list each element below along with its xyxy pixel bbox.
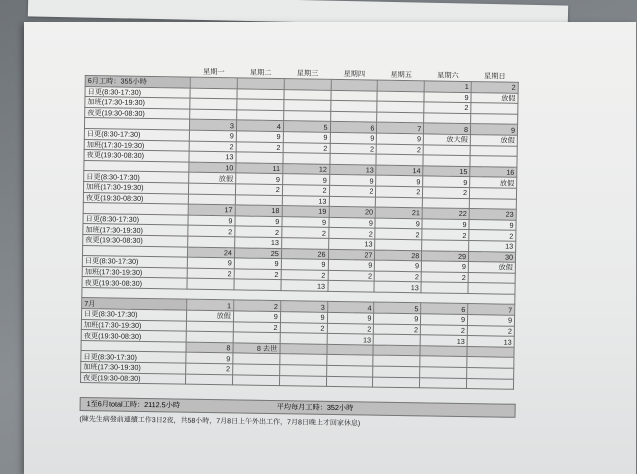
hours-cell [329, 154, 376, 165]
hours-cell [236, 110, 283, 121]
hours-cell: 2 [329, 185, 376, 196]
hours-cell: 9 [468, 315, 515, 326]
date-cell [331, 79, 378, 90]
hours-cell: 2 [375, 228, 422, 239]
hours-cell [233, 332, 280, 343]
date-cell: 23 [469, 209, 516, 220]
hours-cell [373, 366, 420, 377]
date-cell: 3 [280, 301, 327, 312]
date-cell: 21 [375, 207, 422, 218]
weekday-header: 星期四 [343, 69, 366, 79]
date-cell [373, 345, 420, 356]
hours-cell [468, 283, 515, 294]
date-cell: 29 [422, 250, 469, 261]
hours-cell: 9 [186, 353, 233, 364]
hours-cell [376, 154, 423, 165]
date-cell: 12 [282, 163, 329, 174]
hours-cell [326, 355, 373, 366]
hours-cell: 9 [329, 175, 376, 186]
hours-cell: 2 [283, 142, 330, 153]
hours-cell [329, 196, 376, 207]
date-cell: 1 [424, 81, 471, 92]
weekday-header: 星期一 [202, 66, 225, 77]
hours-cell [236, 152, 283, 163]
hours-cell: 9 [283, 132, 330, 143]
date-cell: 8 [186, 342, 233, 353]
hours-cell [471, 113, 518, 124]
hours-cell: 9 [377, 133, 424, 144]
hours-cell [327, 281, 374, 292]
hours-cell: 2 [469, 230, 516, 241]
hours-cell [283, 153, 330, 164]
date-cell: 24 [187, 247, 234, 258]
date-cell [467, 346, 514, 357]
hours-cell [190, 98, 237, 109]
shift-label: 夜更(19:30-08:30) [81, 330, 186, 342]
hours-cell: 放假 [189, 172, 236, 183]
date-cell [280, 343, 327, 354]
hours-cell: 2 [330, 143, 377, 154]
date-cell: 6 [421, 303, 468, 314]
hours-cell [373, 356, 420, 367]
hours-cell: 2 [280, 322, 327, 333]
date-cell: 6 [330, 122, 377, 133]
work-hours-calendar-table [80, 64, 519, 390]
shift-label: 日更(8:30-17:30) [81, 309, 186, 321]
date-cell: 5 [283, 121, 330, 132]
date-cell: 3 [189, 120, 236, 131]
shift-label: 加班(17:30-19:30) [85, 97, 190, 109]
hours-cell [234, 279, 281, 290]
weekday-header: 星期三 [296, 68, 319, 78]
hours-cell: 2 [282, 185, 329, 196]
hours-cell: 2 [234, 269, 281, 280]
total-hours-text: 1至6月total工時：2112.5小時 [86, 399, 181, 410]
hours-cell: 9 [330, 132, 377, 143]
weekday-header: 星期六 [437, 70, 459, 80]
date-cell: 17 [188, 204, 235, 215]
hours-cell [373, 377, 420, 388]
hours-cell: 2 [422, 229, 469, 240]
weekday-header: 星期二 [249, 67, 272, 77]
shift-label: 加班(17:30-19:30) [82, 266, 187, 278]
hours-cell: 2 [467, 325, 514, 336]
hours-cell [468, 272, 515, 283]
date-cell: 10 [189, 162, 236, 173]
hours-cell [237, 99, 284, 110]
hours-cell [330, 111, 377, 122]
hours-cell: 放假 [470, 135, 517, 146]
hours-cell: 2 [188, 225, 235, 236]
paper-sheet [24, 22, 636, 474]
hours-cell: 2 [421, 271, 468, 282]
hours-cell [471, 103, 518, 114]
hours-cell: 2 [376, 144, 423, 155]
shift-label: 夜更(19:30-08:30) [85, 107, 190, 119]
hours-cell: 13 [281, 280, 328, 291]
hours-cell [330, 90, 377, 101]
shift-label: 夜更(19:30-08:30) [84, 150, 189, 162]
hours-cell: 放大假 [423, 134, 470, 145]
hours-cell: 13 [189, 151, 236, 162]
hours-cell [188, 236, 235, 247]
hours-cell: 9 [234, 258, 281, 269]
month-title: 6月工時：355小時 [85, 76, 190, 88]
hours-cell [421, 282, 468, 293]
hours-cell [375, 239, 422, 250]
hours-cell [279, 375, 326, 386]
hours-cell [283, 100, 330, 111]
average-hours-text: 平均每月工時：352小時 [276, 402, 354, 413]
hours-cell: 9 [281, 259, 328, 270]
hours-cell: 13 [282, 195, 329, 206]
hours-cell [420, 377, 467, 388]
hours-cell: 13 [327, 334, 374, 345]
hours-cell [283, 110, 330, 121]
hours-cell: 2 [424, 102, 471, 113]
hours-cell: 放假 [470, 177, 517, 188]
hours-cell: 9 [236, 131, 283, 142]
shift-label: 日更(8:30-17:30) [82, 256, 187, 268]
date-cell: 5 [374, 303, 421, 314]
hours-cell: 9 [375, 218, 422, 229]
date-cell: 18 [235, 205, 282, 216]
hours-cell: 9 [282, 174, 329, 185]
hours-cell: 放假 [186, 310, 233, 321]
hours-cell: 13 [467, 336, 514, 347]
hours-cell: 2 [235, 184, 282, 195]
hours-cell [186, 331, 233, 342]
hours-cell: 2 [328, 270, 375, 281]
hours-cell: 13 [469, 240, 516, 251]
date-cell: 1 [187, 300, 234, 311]
date-cell: 9 [471, 124, 518, 135]
hours-cell: 9 [235, 216, 282, 227]
hours-cell: 2 [421, 324, 468, 335]
date-cell [326, 344, 373, 355]
date-cell [420, 346, 467, 357]
month-title: 7月 [82, 298, 187, 310]
date-cell [284, 79, 331, 90]
hours-cell [467, 357, 514, 368]
hours-cell [326, 365, 373, 376]
hours-cell [470, 145, 517, 156]
date-cell: 8 [424, 123, 471, 134]
work-hours-document [79, 64, 555, 432]
hours-cell [330, 101, 377, 112]
hours-cell [424, 113, 471, 124]
hours-cell: 2 [374, 271, 421, 282]
hours-cell: 9 [327, 312, 374, 323]
hours-cell [233, 353, 280, 364]
hours-cell [281, 238, 328, 249]
shift-label: 夜更(19:30-08:30) [80, 372, 185, 384]
hours-cell: 9 [376, 175, 423, 186]
hours-cell [467, 378, 514, 389]
hours-cell: 9 [421, 314, 468, 325]
hours-cell [423, 155, 470, 166]
shift-label: 日更(8:30-17:30) [85, 86, 190, 98]
shift-label: 日更(8:30-17:30) [84, 128, 189, 140]
weekday-header: 星期五 [390, 69, 413, 80]
date-cell: 28 [375, 250, 422, 261]
hours-cell [187, 278, 234, 289]
hours-cell: 9 [189, 130, 236, 141]
date-cell: 19 [282, 206, 329, 217]
date-cell: 7 [468, 304, 515, 315]
hours-cell: 9 [374, 313, 421, 324]
hours-cell [467, 368, 514, 379]
date-cell [377, 80, 424, 91]
shift-label: 加班(17:30-19:30) [83, 224, 188, 236]
hours-cell [376, 197, 423, 208]
hours-cell [185, 374, 232, 385]
hours-cell: 2 [189, 141, 236, 152]
hours-cell [279, 354, 326, 365]
hours-cell: 2 [187, 268, 234, 279]
hours-cell: 9 [422, 261, 469, 272]
hours-cell [377, 101, 424, 112]
hours-cell: 9 [375, 260, 422, 271]
hours-cell: 9 [328, 217, 375, 228]
hours-cell [377, 91, 424, 102]
hours-cell: 9 [187, 257, 234, 268]
hours-cell: 2 [281, 227, 328, 238]
shift-label: 日更(8:30-17:30) [81, 351, 186, 363]
hours-cell: 9 [280, 312, 327, 323]
shift-label: 加班(17:30-19:30) [81, 362, 186, 374]
hours-cell [190, 109, 237, 120]
shift-label: 夜更(19:30-08:30) [82, 277, 187, 289]
hours-cell: 2 [423, 187, 470, 198]
hours-cell: 9 [328, 259, 375, 270]
hours-cell [377, 112, 424, 123]
hours-cell: 放假 [468, 262, 515, 273]
hours-cell: 2 [186, 363, 233, 374]
date-cell: 20 [329, 206, 376, 217]
date-cell: 16 [470, 166, 517, 177]
date-cell: 14 [376, 165, 423, 176]
hours-cell [422, 240, 469, 251]
shift-label: 日更(8:30-17:30) [83, 213, 188, 225]
hours-cell [190, 88, 237, 99]
hours-cell: 13 [234, 237, 281, 248]
shift-label: 加班(17:30-19:30) [81, 319, 186, 331]
footnote-text: (陳先生病發前連續工作3日2夜，共58小時，7月8日上午外出工作，7月8日晚上才回家休息) [79, 416, 361, 428]
hours-cell [470, 156, 517, 167]
hours-cell [469, 198, 516, 209]
shift-label: 加班(17:30-19:30) [83, 181, 188, 193]
hours-cell: 9 [422, 219, 469, 230]
date-cell: 8 去世 [233, 343, 280, 354]
hours-cell [470, 187, 517, 198]
hours-cell [373, 334, 420, 345]
hours-cell: 2 [376, 186, 423, 197]
hours-cell: 13 [374, 281, 421, 292]
date-cell: 11 [236, 163, 283, 174]
hours-cell [420, 367, 467, 378]
hours-cell [284, 89, 331, 100]
hours-cell [423, 144, 470, 155]
hours-cell [235, 194, 282, 205]
hours-cell [422, 197, 469, 208]
hours-cell [237, 88, 284, 99]
hours-cell: 13 [420, 335, 467, 346]
hours-cell: 2 [281, 269, 328, 280]
date-cell: 2 [233, 300, 280, 311]
hours-cell [232, 374, 279, 385]
date-cell: 27 [328, 249, 375, 260]
date-cell: 4 [327, 302, 374, 313]
hours-cell: 9 [235, 173, 282, 184]
hours-cell: 9 [424, 91, 471, 102]
hours-cell: 13 [328, 238, 375, 249]
hours-cell: 2 [235, 226, 282, 237]
hours-cell: 2 [233, 322, 280, 333]
date-cell: 4 [236, 120, 283, 131]
hours-cell: 放假 [471, 92, 518, 103]
weekday-header: 星期日 [484, 71, 506, 81]
hours-cell: 9 [233, 311, 280, 322]
hours-cell: 9 [188, 215, 235, 226]
date-cell: 7 [377, 122, 424, 133]
date-cell: 30 [469, 251, 516, 262]
date-cell [237, 78, 284, 89]
date-cell: 2 [471, 82, 518, 93]
date-cell: 26 [281, 248, 328, 259]
date-cell: 25 [234, 247, 281, 258]
hours-cell: 2 [327, 323, 374, 334]
hours-cell: 2 [374, 324, 421, 335]
hours-cell [188, 183, 235, 194]
hours-cell: 2 [236, 141, 283, 152]
hours-cell [279, 365, 326, 376]
hours-cell: 9 [423, 176, 470, 187]
shift-label: 加班(17:30-19:30) [84, 139, 189, 151]
hours-cell [232, 364, 279, 375]
shift-label: 日更(8:30-17:30) [84, 171, 189, 183]
hours-cell: 2 [328, 228, 375, 239]
date-cell: 15 [423, 166, 470, 177]
hours-cell: 9 [282, 216, 329, 227]
date-cell: 22 [422, 208, 469, 219]
hours-cell [420, 356, 467, 367]
hours-cell: 9 [469, 219, 516, 230]
date-cell [190, 77, 237, 88]
hours-cell [188, 194, 235, 205]
date-cell: 13 [329, 164, 376, 175]
shift-label: 夜更(19:30-08:30) [83, 234, 188, 246]
shift-label: 夜更(19:30-08:30) [83, 192, 188, 204]
hours-cell [186, 321, 233, 332]
hours-cell [280, 333, 327, 344]
hours-cell [326, 376, 373, 387]
